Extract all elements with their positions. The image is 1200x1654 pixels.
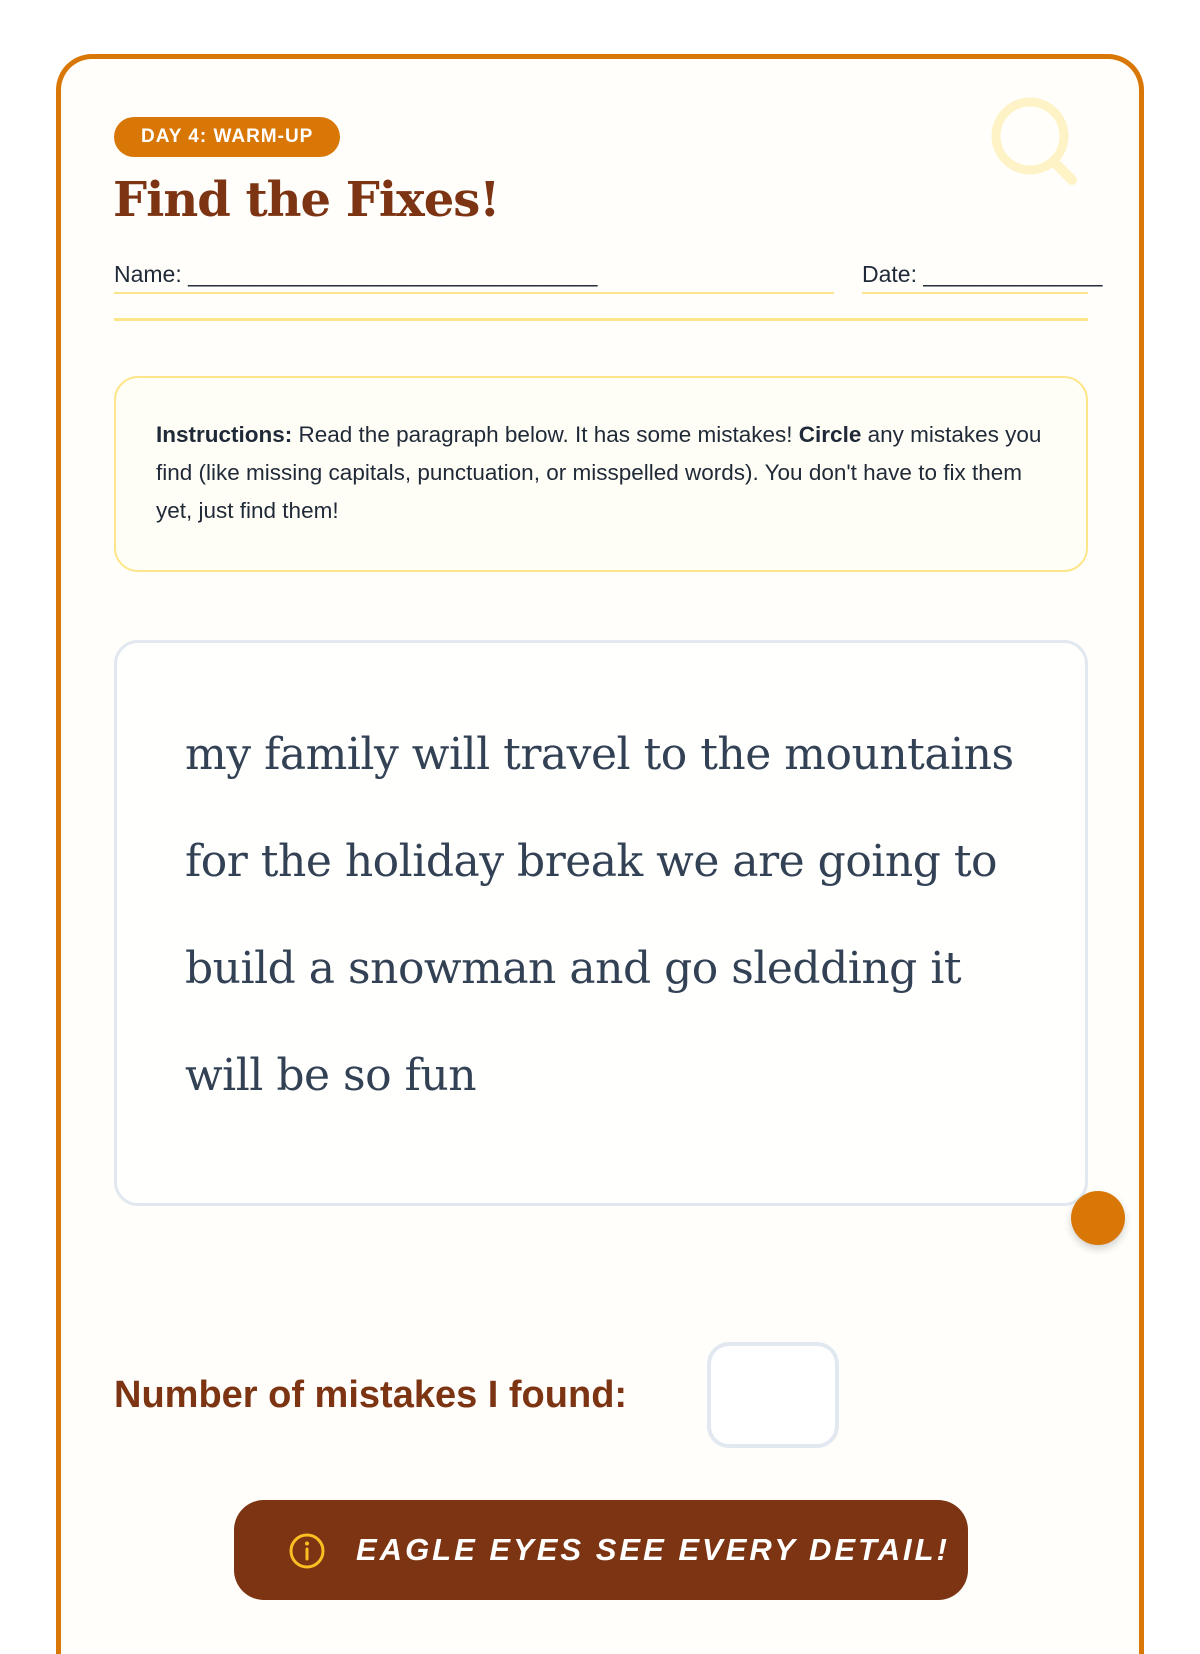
header-divider xyxy=(114,318,1088,321)
search-icon xyxy=(988,96,1084,192)
instructions-lead: Instructions: xyxy=(156,422,293,447)
instructions-box xyxy=(114,376,1088,572)
page-title: Find the Fixes! xyxy=(113,172,500,228)
instructions-text-2: any mistakes you find (like missing capitals, punctuation, or misspelled words). You don't have to fix them yet, just find them! xyxy=(156,422,1042,523)
decorative-dot xyxy=(1071,1191,1125,1245)
mistake-count-input[interactable] xyxy=(707,1342,839,1448)
instructions-text-1: Read the paragraph below. It has some mistakes! xyxy=(292,422,799,447)
paragraph-box xyxy=(114,640,1088,1206)
banner-text: EAGLE EYES SEE EVERY DETAIL! xyxy=(356,1532,950,1567)
date-field[interactable]: Date: ______________ xyxy=(862,256,1088,294)
practice-paragraph[interactable]: my family will travel to the mountains for the holiday break we are going to build a snowman and go sledding it will be so fun xyxy=(185,729,1014,1101)
day-badge: DAY 4: WARM-UP xyxy=(114,117,340,157)
instructions-emphasis: Circle xyxy=(798,422,862,447)
motto-banner xyxy=(234,1500,968,1600)
name-field[interactable]: Name: ________________________________ xyxy=(114,256,834,294)
info-icon xyxy=(288,1532,326,1570)
mistake-count-label: Number of mistakes I found: xyxy=(114,1374,628,1416)
